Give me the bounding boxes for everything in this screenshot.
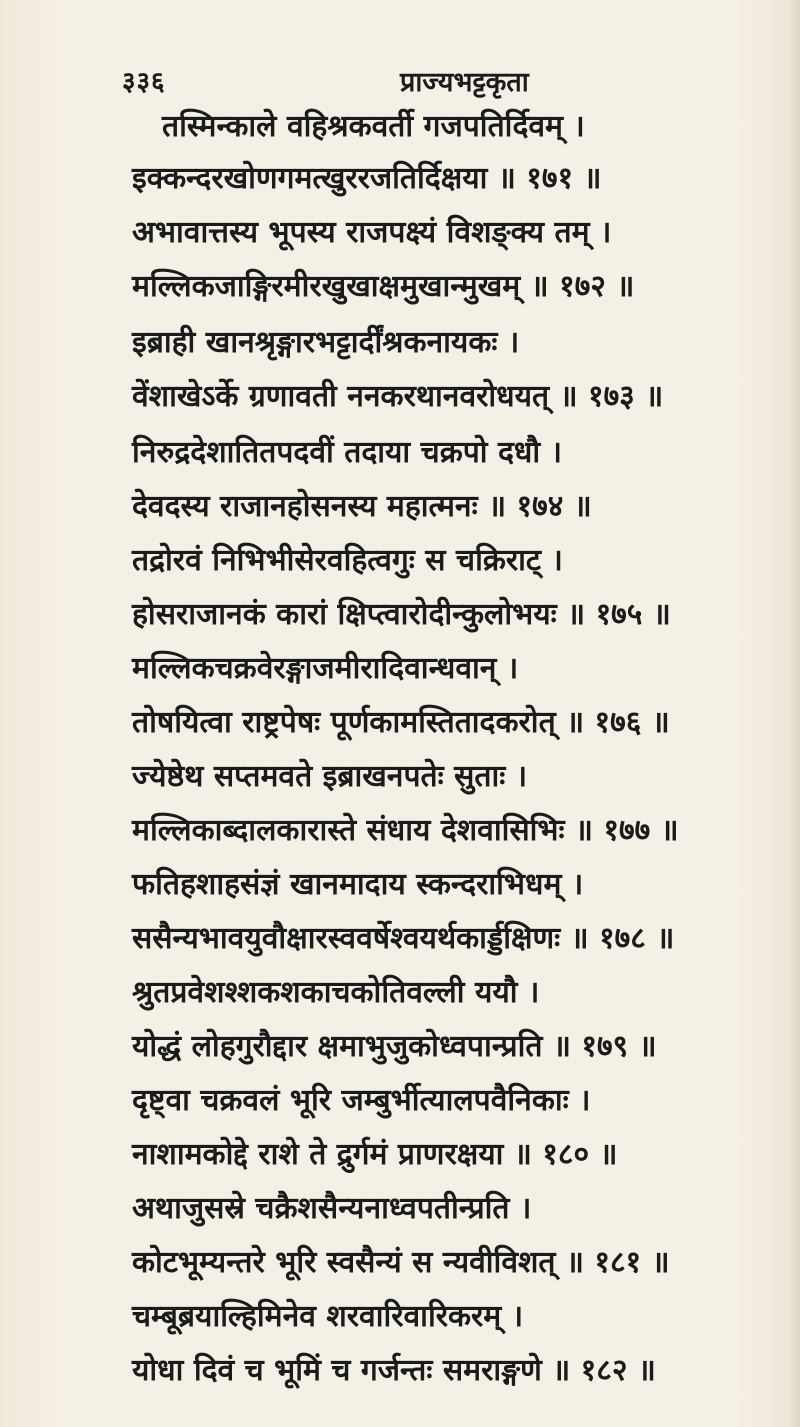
verse-line: इब्राही खानश्रृङ्गारभट्टार्दींश्रकनायकः । (132, 325, 520, 360)
verse-line: देवदस्य राजानहोसनस्य महात्मनः ॥ १७४ ॥ (132, 489, 592, 524)
verse-line: मल्लिकाब्दालकारास्ते संधाय देशवासिभिः ॥ १७७ ॥ (132, 813, 679, 848)
verse-line: होसराजानकं कारां क्षिप्त्वारोदीन्कुलोभयः ॥ १७५ ॥ (132, 597, 671, 632)
verse-line: मल्लिकचक्रवेरङ्गाजमीरादिवान्धवान् । (132, 651, 519, 686)
verse-line: योद्धं लोहगुरौद्दार क्षमाभुजुकोध्वपान्प्रति ॥ १७९ ॥ (132, 1029, 657, 1064)
verse-line: मल्लिकजाङ्गिरमीरखुखाक्षमुखान्मुखम् ॥ १७२ ॥ (132, 269, 635, 304)
verse-line: नाशामकोद्दे राशे ते द्रुर्गमं प्राणरक्षया ॥ १८० ॥ (132, 1137, 618, 1172)
verse-line: इक्कन्दरखोणगमत्खुररजतिर्दिक्षया ॥ १७१ ॥ (132, 161, 602, 196)
verse-line: तस्मिन्काले वहिश्रकवर्ती गजपतिर्दिवम् । (162, 109, 585, 144)
verse-line: वेंशाखेऽर्के ग्रणावती ननकरथानवरोधयत् ॥ १७३ ॥ (132, 379, 664, 414)
verse-line: अथाजुसस्रे चक्रैशसैन्यनाध्वपतीन्प्रति । (132, 1191, 532, 1226)
verse-line: दृष्ट्वा चक्रवलं भूरि जम्बुर्भीत्यालपवैनिकाः । (132, 1083, 591, 1118)
verse-line: चम्बूब्रयाल्हिमिनेव शरवारिवारिकरम् । (132, 1299, 524, 1334)
verse-line: योधा दिवं च भूमिं च गर्जन्तः समराङ्गणे ॥ १८२ ॥ (132, 1353, 656, 1388)
page-edge-shadow (788, 0, 800, 1427)
verse-line: ससैन्यभावयुवौक्षारस्ववर्षेश्वयर्थकार्ड्डक्षिणः ॥ १७८ ॥ (132, 921, 675, 956)
running-title: प्राज्यभट्टकृता (400, 67, 529, 98)
verse-line: श्रुतप्रवेशश्शकशकाचकोतिवल्ली ययौ । (132, 975, 540, 1010)
verse-line: कोटभूम्यन्तरे भूरि स्वसैन्यं स न्यवीविशत् ॥ १८१ ॥ (132, 1245, 670, 1280)
verse-line: निरुद्रदेशातितपदवीं तदाया चक्रपो दधौ । (132, 435, 562, 470)
verse-line: तद्रोरवं निभिभीसेरवहित्वगुः स चक्रिराट् । (132, 543, 563, 578)
page-header (0, 62, 800, 102)
verse-line: अभावात्तस्य भूपस्य राजपक्ष्यं विशङ्क्य तम् । (132, 215, 612, 250)
verse-line: ज्येष्ठेथ सप्तमवते इब्राखनपतेः सुताः । (132, 759, 528, 794)
verse-line: फतिहशाहसंज्ञं खानमादाय स्कन्दराभिधम् । (132, 867, 584, 902)
verse-line: तोषयित्वा राष्ट्रपेषः पूर्णकामस्तितादकरोत् ॥ १७६ ॥ (132, 705, 670, 740)
page-number: ३३६ (122, 67, 166, 97)
